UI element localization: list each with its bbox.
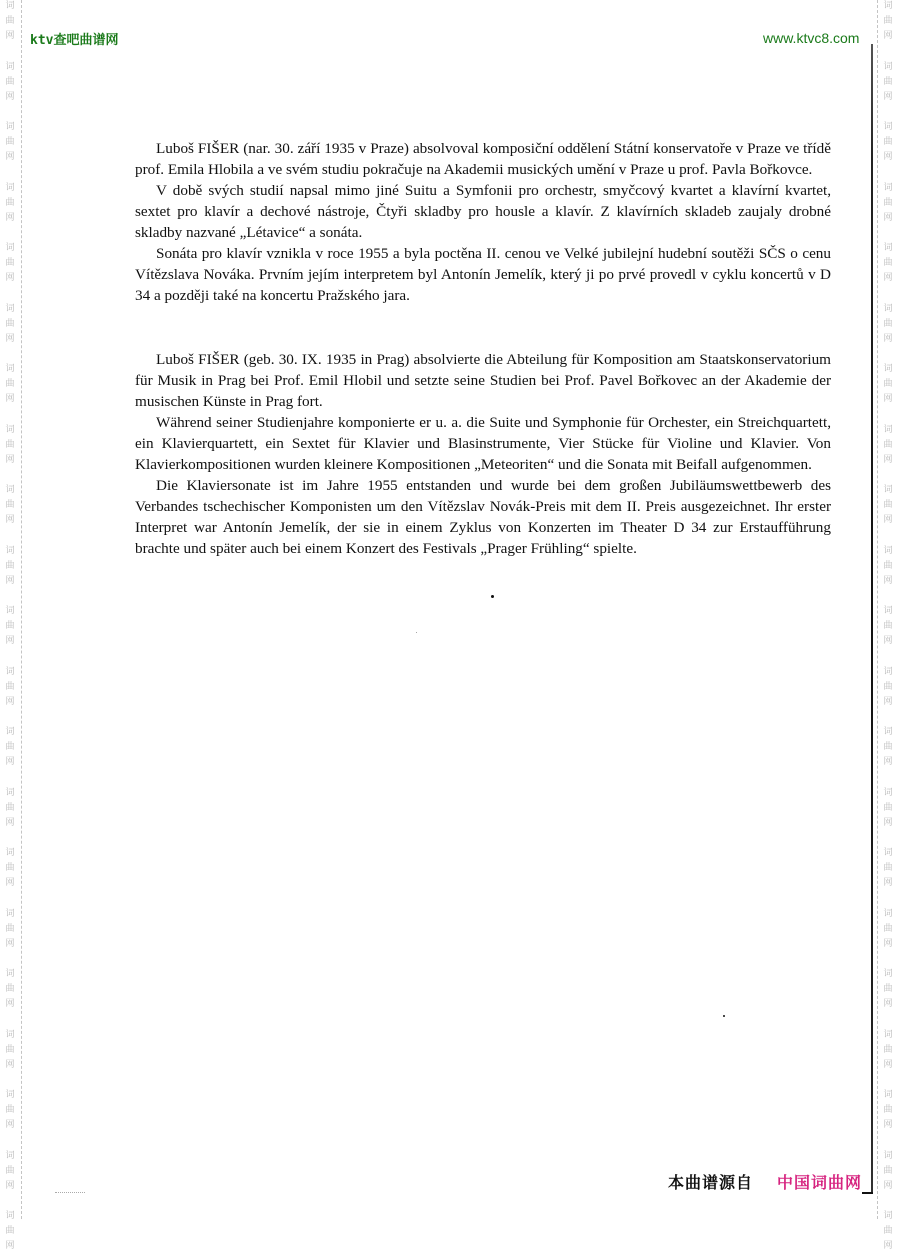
watermark-char: 网 bbox=[883, 333, 893, 344]
watermark-char: 词 bbox=[5, 666, 15, 677]
watermark-char: 词 bbox=[883, 787, 893, 798]
watermark-char: 词 bbox=[5, 122, 15, 132]
watermark-char: 网 bbox=[5, 999, 15, 1009]
watermark-group bbox=[881, 544, 895, 589]
watermark-char: 曲 bbox=[883, 621, 893, 631]
watermark-char: 网 bbox=[883, 575, 893, 586]
watermark-char: 词 bbox=[883, 424, 893, 435]
watermark-char: 网 bbox=[883, 515, 893, 525]
watermark-char: 网 bbox=[5, 152, 15, 162]
czech-biography bbox=[135, 138, 831, 306]
watermark-char: 曲 bbox=[883, 1226, 893, 1236]
watermark-char: 网 bbox=[5, 696, 15, 707]
watermark-char: 网 bbox=[883, 1059, 893, 1070]
german-biography bbox=[135, 349, 831, 559]
watermark-char: 词 bbox=[883, 303, 893, 314]
watermark-group bbox=[3, 423, 17, 468]
watermark-char: 曲 bbox=[5, 137, 15, 147]
watermark-char: 网 bbox=[883, 91, 893, 102]
watermark-group bbox=[881, 1028, 895, 1073]
scan-speck bbox=[491, 595, 494, 598]
watermark-char: 词 bbox=[883, 122, 893, 132]
watermark-char: 网 bbox=[5, 878, 15, 888]
watermark-char: 曲 bbox=[5, 318, 15, 329]
watermark-char: 网 bbox=[5, 1241, 15, 1251]
watermark-char: 词 bbox=[883, 606, 893, 616]
watermark-group bbox=[3, 1149, 17, 1194]
watermark-char: 词 bbox=[5, 1, 15, 11]
watermark-char: 词 bbox=[5, 303, 15, 314]
watermark-char: 曲 bbox=[5, 621, 15, 631]
watermark-char: 曲 bbox=[883, 500, 893, 510]
watermark-char: 词 bbox=[5, 243, 15, 253]
watermark-char: 网 bbox=[883, 1241, 893, 1251]
watermark-char: 网 bbox=[5, 757, 15, 767]
watermark-char: 曲 bbox=[883, 1105, 893, 1115]
watermark-char: 网 bbox=[883, 757, 893, 767]
watermark-char: 词 bbox=[5, 485, 15, 495]
watermark-char: 曲 bbox=[5, 500, 15, 510]
german-paragraph: Luboš FIŠER (geb. 30. IX. 1935 in Prag) absolvierte die Abteilung für Komposition am Staatskonservatorium für Musik in Prag bei Prof. Emil Hlobil und setzte seine Studien bei Prof. Pavel Bořkovec an der Akademie der musischen Künste in Prag fort. bbox=[135, 351, 831, 410]
watermark-group bbox=[3, 1028, 17, 1073]
watermark-char: 词 bbox=[5, 787, 15, 798]
scan-smudge bbox=[55, 1192, 85, 1194]
source-brand-link[interactable]: 中国词曲网 bbox=[777, 1173, 863, 1192]
scan-speck bbox=[723, 1015, 725, 1017]
watermark-char: 曲 bbox=[883, 863, 893, 873]
scan-speck bbox=[416, 632, 417, 633]
watermark-char: 网 bbox=[883, 636, 893, 646]
watermark-group bbox=[3, 1209, 17, 1254]
watermark-char: 曲 bbox=[5, 1165, 15, 1176]
watermark-char: 曲 bbox=[883, 318, 893, 329]
watermark-char: 曲 bbox=[5, 1044, 15, 1055]
watermark-char: 曲 bbox=[5, 197, 15, 208]
watermark-char: 词 bbox=[883, 908, 893, 919]
watermark-char: 网 bbox=[5, 31, 15, 41]
german-paragraph: Die Klaviersonate ist im Jahre 1955 entstanden und wurde bei dem großen Jubiläumswettbewerb des Verbandes tschechischer Komponisten um den Vítězslav Novák-Preis mit dem II. Preis ausgezeichnet. Ihr erster Interpret war Antonín Jemelík, der sie in einem Zyklus von Konzerten im Theater D 34 zur Erstaufführung brachte und später auch bei einem Konzert des Festivals „Prager Frühling“ spielte. bbox=[135, 477, 831, 557]
watermark-group bbox=[881, 483, 895, 528]
watermark-char: 词 bbox=[5, 1090, 15, 1100]
watermark-group bbox=[881, 120, 895, 165]
watermark-group bbox=[3, 846, 17, 891]
watermark-char: 词 bbox=[883, 364, 893, 374]
watermark-char: 词 bbox=[883, 182, 893, 193]
watermark-char: 词 bbox=[883, 485, 893, 495]
watermark-char: 网 bbox=[883, 152, 893, 162]
watermark-char: 曲 bbox=[5, 863, 15, 873]
watermark-char: 网 bbox=[5, 394, 15, 404]
watermark-char: 网 bbox=[5, 454, 15, 465]
watermark-group bbox=[3, 604, 17, 649]
watermark-char: 曲 bbox=[883, 137, 893, 147]
watermark-group bbox=[881, 604, 895, 649]
watermark-char: 词 bbox=[883, 1029, 893, 1040]
watermark-char: 曲 bbox=[5, 742, 15, 752]
watermark-group bbox=[3, 907, 17, 952]
watermark-char: 曲 bbox=[883, 742, 893, 752]
watermark-group bbox=[3, 483, 17, 528]
watermark-char: 曲 bbox=[883, 197, 893, 208]
watermark-group bbox=[881, 1209, 895, 1254]
site-url-right[interactable]: www.ktvc8.com bbox=[763, 30, 860, 46]
watermark-char: 词 bbox=[883, 727, 893, 737]
left-watermark-column bbox=[3, 0, 17, 1251]
watermark-char: 词 bbox=[5, 545, 15, 556]
watermark-char: 网 bbox=[5, 273, 15, 283]
watermark-group bbox=[881, 1149, 895, 1194]
watermark-group bbox=[881, 665, 895, 710]
watermark-char: 网 bbox=[883, 394, 893, 404]
watermark-char: 曲 bbox=[883, 1044, 893, 1055]
watermark-char: 曲 bbox=[5, 560, 15, 571]
watermark-group bbox=[881, 1088, 895, 1133]
watermark-char: 曲 bbox=[5, 439, 15, 450]
watermark-char: 词 bbox=[5, 182, 15, 193]
watermark-char: 网 bbox=[883, 1180, 893, 1191]
watermark-char: 网 bbox=[5, 1180, 15, 1191]
watermark-char: 网 bbox=[5, 817, 15, 828]
watermark-char: 词 bbox=[5, 1211, 15, 1221]
watermark-char: 曲 bbox=[5, 802, 15, 813]
watermark-char: 网 bbox=[883, 696, 893, 707]
site-name-left[interactable]: ktv查吧曲谱网 bbox=[30, 33, 119, 48]
watermark-char: 网 bbox=[883, 31, 893, 41]
watermark-char: 词 bbox=[883, 61, 893, 72]
watermark-group bbox=[881, 846, 895, 891]
watermark-char: 网 bbox=[883, 878, 893, 888]
watermark-char: 词 bbox=[883, 969, 893, 979]
watermark-char: 曲 bbox=[5, 16, 15, 26]
watermark-char: 曲 bbox=[883, 379, 893, 389]
watermark-char: 词 bbox=[883, 1211, 893, 1221]
watermark-char: 曲 bbox=[5, 76, 15, 87]
watermark-char: 曲 bbox=[883, 681, 893, 692]
watermark-char: 词 bbox=[883, 1, 893, 11]
watermark-char: 网 bbox=[5, 515, 15, 525]
watermark-char: 词 bbox=[883, 243, 893, 253]
watermark-char: 词 bbox=[883, 666, 893, 677]
watermark-char: 网 bbox=[5, 1059, 15, 1070]
watermark-char: 曲 bbox=[5, 1226, 15, 1236]
watermark-group bbox=[881, 725, 895, 770]
watermark-char: 曲 bbox=[883, 16, 893, 26]
source-credit-label: 本曲谱源自 bbox=[668, 1173, 754, 1192]
watermark-group bbox=[3, 302, 17, 347]
watermark-char: 网 bbox=[5, 91, 15, 102]
watermark-char: 网 bbox=[5, 636, 15, 646]
watermark-char: 曲 bbox=[5, 379, 15, 389]
watermark-char: 网 bbox=[883, 999, 893, 1009]
watermark-char: 网 bbox=[5, 575, 15, 586]
watermark-group bbox=[881, 907, 895, 952]
watermark-group bbox=[3, 1088, 17, 1133]
watermark-group bbox=[881, 423, 895, 468]
watermark-char: 曲 bbox=[883, 439, 893, 450]
left-dashed-guide bbox=[21, 0, 22, 1219]
watermark-char: 曲 bbox=[5, 258, 15, 268]
watermark-group bbox=[881, 786, 895, 831]
watermark-group bbox=[881, 241, 895, 286]
watermark-group bbox=[881, 60, 895, 105]
watermark-char: 词 bbox=[5, 969, 15, 979]
watermark-group bbox=[3, 665, 17, 710]
watermark-group bbox=[881, 967, 895, 1012]
czech-paragraph: Sonáta pro klavír vznikla v roce 1955 a byla poctěna II. cenou ve Velké jubilejní hudební soutěži SČS o cenu Vítězslava Nováka. Prvním jejím interpretem byl Antonín Jemelík, který ji po prvé provedl v cyklu koncertů v D 34 a později také na koncertu Pražského jara. bbox=[135, 245, 831, 304]
watermark-char: 网 bbox=[883, 273, 893, 283]
watermark-group bbox=[3, 362, 17, 407]
watermark-char: 词 bbox=[5, 1150, 15, 1161]
watermark-char: 词 bbox=[883, 1090, 893, 1100]
right-watermark-column bbox=[881, 0, 895, 1251]
watermark-group bbox=[3, 544, 17, 589]
watermark-char: 网 bbox=[5, 212, 15, 223]
watermark-char: 网 bbox=[5, 333, 15, 344]
watermark-char: 词 bbox=[883, 848, 893, 858]
watermark-char: 曲 bbox=[5, 681, 15, 692]
watermark-char: 曲 bbox=[883, 984, 893, 994]
watermark-char: 词 bbox=[5, 61, 15, 72]
watermark-group bbox=[3, 725, 17, 770]
watermark-char: 网 bbox=[883, 938, 893, 949]
watermark-char: 网 bbox=[5, 938, 15, 949]
watermark-char: 词 bbox=[5, 364, 15, 374]
watermark-char: 曲 bbox=[5, 923, 15, 934]
watermark-group bbox=[881, 302, 895, 347]
watermark-char: 词 bbox=[5, 908, 15, 919]
watermark-char: 网 bbox=[883, 212, 893, 223]
czech-paragraph: V době svých studií napsal mimo jiné Suitu a Symfonii pro orchestr, smyčcový kvartet a klavírní kvartet, sextet pro klavír a dechové nástroje, Čtyři skladby pro housle a klavír. Z klavírních skladeb zaujaly drobné skladby nazvané „Létavice“ a sonáta. bbox=[135, 182, 831, 241]
watermark-group bbox=[3, 241, 17, 286]
watermark-char: 网 bbox=[883, 454, 893, 465]
scanned-page-corner bbox=[862, 1192, 873, 1194]
watermark-group bbox=[3, 967, 17, 1012]
watermark-char: 曲 bbox=[5, 1105, 15, 1115]
watermark-char: 词 bbox=[5, 606, 15, 616]
watermark-char: 网 bbox=[883, 1120, 893, 1130]
watermark-char: 曲 bbox=[883, 1165, 893, 1176]
watermark-char: 词 bbox=[5, 848, 15, 858]
watermark-group bbox=[3, 181, 17, 226]
watermark-char: 词 bbox=[5, 727, 15, 737]
watermark-char: 曲 bbox=[883, 258, 893, 268]
watermark-group bbox=[3, 60, 17, 105]
watermark-group bbox=[3, 120, 17, 165]
watermark-char: 曲 bbox=[883, 802, 893, 813]
watermark-char: 词 bbox=[5, 1029, 15, 1040]
watermark-char: 曲 bbox=[5, 984, 15, 994]
watermark-char: 曲 bbox=[883, 76, 893, 87]
watermark-char: 网 bbox=[883, 817, 893, 828]
german-paragraph: Während seiner Studienjahre komponierte er u. a. die Suite und Symphonie für Orchester, ein Streichquartett, ein Klavierquartett, ein Sextet für Klavier und Blasinstrumente, Vier Stücke für Violine und Klavier. Von Klavierkompositionen wurden kleinere Kompositionen „Meteoriten“ und die Sonata mit Beifall aufgenommen. bbox=[135, 414, 831, 473]
watermark-group bbox=[881, 181, 895, 226]
czech-paragraph: Luboš FIŠER (nar. 30. září 1935 v Praze) absolvoval komposiční oddělení Státní konservatoře v Praze ve třídě prof. Emila Hlobila a ve svém studiu pokračuje na Akademii musických umění v Praze u prof. Pavla Bořkovce. bbox=[135, 140, 831, 178]
watermark-char: 网 bbox=[5, 1120, 15, 1130]
watermark-group bbox=[3, 0, 17, 44]
scanned-page-edge bbox=[871, 44, 873, 1194]
watermark-group bbox=[3, 786, 17, 831]
watermark-char: 词 bbox=[5, 424, 15, 435]
watermark-char: 词 bbox=[883, 1150, 893, 1161]
right-dashed-guide bbox=[877, 0, 878, 1219]
watermark-char: 曲 bbox=[883, 923, 893, 934]
watermark-char: 词 bbox=[883, 545, 893, 556]
watermark-char: 曲 bbox=[883, 560, 893, 571]
watermark-group bbox=[881, 362, 895, 407]
watermark-group bbox=[881, 0, 895, 44]
